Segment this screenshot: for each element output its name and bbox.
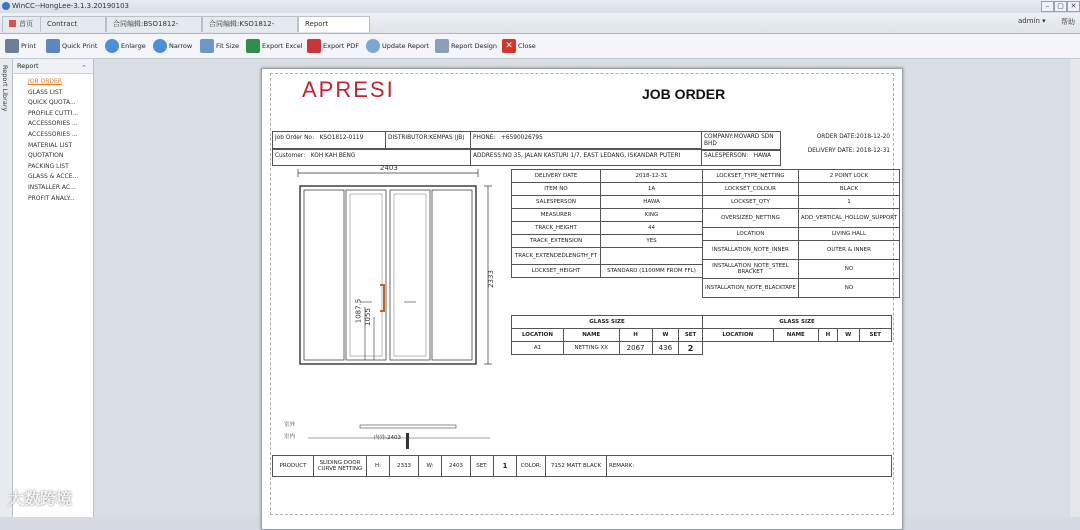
- table-row: [512, 209, 703, 222]
- table-row: [703, 316, 892, 329]
- restore-button[interactable]: ▢: [1054, 1, 1067, 12]
- field-label: SALESPERSON: [512, 196, 601, 209]
- column-header: W: [652, 329, 679, 342]
- tab-label: 合同编辑:BSO1812-: [113, 20, 179, 28]
- field-value: OUTER & INNER: [798, 241, 899, 260]
- report-item[interactable]: MATERIAL LIST: [28, 141, 73, 149]
- height-dimension-1: 1087.5: [354, 298, 363, 324]
- table-row: [512, 196, 703, 209]
- user-menu[interactable]: admin ▾: [1018, 17, 1046, 25]
- field-label: INSTALLATION_NOTE_STEEL BRACKET: [703, 260, 799, 279]
- inside-label: 室内: [284, 434, 296, 440]
- report-item[interactable]: QUICK QUOTA...: [28, 99, 76, 107]
- tab-label: Contract: [47, 20, 78, 28]
- report-item[interactable]: PACKING LIST: [28, 162, 69, 170]
- tab-label: 合同编辑:KSO1812-: [209, 20, 275, 28]
- bottom-dimension: 内外-2403: [374, 435, 401, 441]
- set-value: 1: [494, 456, 517, 477]
- set-label: SET:: [471, 456, 494, 477]
- close-window-button[interactable]: ✕: [1067, 1, 1080, 12]
- excel-icon: [246, 39, 260, 53]
- product-label: PRODUCT: [273, 456, 314, 477]
- report-design-label: Report Design: [451, 42, 498, 50]
- table-row: [703, 329, 892, 342]
- remark-label: REMARK:: [607, 456, 892, 477]
- table-row: [273, 456, 892, 477]
- field-value: NO: [798, 279, 899, 298]
- field-label: MEASURER: [512, 209, 601, 222]
- table-row: [512, 183, 703, 196]
- tab-report-printing[interactable]: [298, 16, 370, 32]
- report-item[interactable]: PROFIT ANALY...: [28, 194, 75, 202]
- help-link[interactable]: 帮助: [1061, 18, 1075, 26]
- door-panel: [390, 190, 430, 360]
- report-toolbar: [0, 34, 1080, 59]
- update-report-label: Update Report: [382, 42, 430, 50]
- column-header: LOCATION: [703, 329, 774, 342]
- company: COMPANY:MOVARD SDN BHD: [701, 131, 781, 151]
- quick-print-button[interactable]: [46, 38, 97, 54]
- report-preview-area[interactable]: [94, 59, 1080, 517]
- column-header: W: [837, 329, 859, 342]
- column-header: SET: [859, 329, 891, 342]
- door-panel: [304, 190, 344, 360]
- window-titlebar: [0, 0, 1080, 14]
- table-row: [703, 241, 900, 260]
- fit-size-icon: [200, 39, 214, 53]
- phone: PHONE： +6590026795: [470, 131, 702, 149]
- report-item[interactable]: PROFILE CUTTI...: [28, 109, 79, 117]
- tab-home[interactable]: [2, 16, 42, 32]
- column-header: H: [818, 329, 837, 342]
- enlarge-button[interactable]: [105, 38, 146, 54]
- zoom-in-icon: [105, 39, 119, 53]
- track-outline: [360, 425, 456, 428]
- pdf-icon: [307, 39, 321, 53]
- report-panel-title: Report: [17, 62, 39, 70]
- app-icon: [2, 2, 10, 10]
- address: ADDRESS:NO 35, JALAN KASTURI 1/7, EAST LEDANG, ISKANDAR PUTERI: [470, 149, 702, 166]
- field-label: LOCKSET_COLOUR: [703, 183, 799, 196]
- field-value: 44: [601, 222, 703, 235]
- report-item[interactable]: QUOTATION: [28, 152, 64, 160]
- report-item[interactable]: ACCESSORIES ...: [28, 130, 78, 138]
- fit-size-button[interactable]: [200, 38, 239, 54]
- door-drawing: [290, 167, 500, 467]
- field-value: 1A: [601, 183, 703, 196]
- quick-print-icon: [46, 39, 60, 53]
- field-label: TRACK_HEIGHT: [512, 222, 601, 235]
- report-item[interactable]: GLASS & ACCE...: [28, 173, 79, 181]
- glass-size-table-right: [702, 315, 892, 342]
- job-order-no: Job Order No： KSO1812-0119: [272, 131, 386, 149]
- glass-name: NETTING XX: [563, 342, 619, 355]
- delivery-date: DELIVERY DATE: 2018-12-31: [807, 148, 890, 154]
- report-item[interactable]: GLASS LIST: [28, 88, 63, 96]
- field-label: INSTALLATION_NOTE_BLACKTAPE: [703, 279, 799, 298]
- field-label: TRACK_EXTENDEDLENGTH_FT: [512, 248, 601, 265]
- design-icon: [435, 39, 449, 53]
- distributor: DISTRIBUTOR:KEMPAS (JB): [385, 131, 471, 149]
- field-label: LOCKSET_HEIGHT: [512, 265, 601, 278]
- print-label: Print: [21, 42, 36, 50]
- table-row: [512, 222, 703, 235]
- glass-size-title: GLASS SIZE: [703, 316, 892, 329]
- color-value: 7152 MATT BLACK: [546, 456, 607, 477]
- report-design-button[interactable]: [435, 38, 497, 54]
- field-value: KING: [601, 209, 703, 222]
- report-item[interactable]: ACCESSORIES ...: [28, 120, 78, 128]
- tab-label: 首页: [19, 20, 33, 28]
- field-value: HAWA: [601, 196, 703, 209]
- table-row: [512, 170, 703, 183]
- table-row: [512, 235, 703, 248]
- table-row: [512, 329, 703, 342]
- field-value: BLACK: [798, 183, 899, 196]
- glass-width: 436: [652, 342, 679, 355]
- export-pdf-label: Export PDF: [323, 42, 360, 50]
- field-value: LIVING HALL: [798, 228, 899, 241]
- close-report-button[interactable]: [502, 38, 536, 54]
- field-label: DELIVERY DATE: [512, 170, 601, 183]
- color-label: COLOR:: [517, 456, 546, 477]
- glass-height: 2067: [619, 342, 652, 355]
- height-label: H:: [367, 456, 390, 477]
- product-summary-table: [272, 455, 892, 477]
- table-row: [703, 196, 900, 209]
- enlarge-label: Enlarge: [121, 42, 146, 50]
- field-value: ADD_VERTICAL_HOLLOW_SUPPORT: [798, 209, 899, 228]
- glass-location: A1: [512, 342, 564, 355]
- tab-contract-kso[interactable]: [202, 16, 298, 32]
- update-report-button[interactable]: [366, 38, 429, 54]
- details-table-left: [511, 169, 703, 278]
- refresh-icon: [366, 39, 380, 53]
- field-value: STANDARD (1100MM FROM FFL): [601, 265, 703, 278]
- column-header: NAME: [563, 329, 619, 342]
- field-value: YES: [601, 235, 703, 248]
- narrow-label: Narrow: [169, 42, 193, 50]
- column-header: H: [619, 329, 652, 342]
- report-page: [261, 68, 903, 530]
- export-excel-label: Export Excel: [262, 42, 303, 50]
- column-header: SET: [679, 329, 703, 342]
- height-dimension-2: 1055: [363, 308, 372, 326]
- close-label: Close: [518, 42, 536, 50]
- report-item-job-order[interactable]: JOB ORDER: [28, 78, 62, 85]
- field-label: TRACK_EXTENSION: [512, 235, 601, 248]
- printer-icon: [5, 39, 19, 53]
- field-value: 2018-12-31: [601, 170, 703, 183]
- door-panel: [432, 190, 472, 360]
- report-library-label: Report Library: [1, 65, 9, 112]
- table-row: [512, 316, 703, 329]
- tab-contract-mgmt[interactable]: [40, 16, 106, 32]
- field-label: OVERSIZED_NETTING: [703, 209, 799, 228]
- door-frame: [300, 186, 476, 364]
- table-row: [703, 260, 900, 279]
- customer: Customer： KOH KAH BENG: [272, 149, 471, 166]
- table-row: [703, 170, 900, 183]
- height-value: 2333: [390, 456, 419, 477]
- vertical-scrollbar[interactable]: [1070, 59, 1080, 517]
- table-row: [512, 248, 703, 265]
- export-pdf-button[interactable]: [307, 38, 359, 54]
- user-name: admin: [1018, 17, 1040, 25]
- tab-label: Report: [305, 20, 329, 28]
- report-list-panel: [13, 59, 94, 517]
- report-item[interactable]: INSTALLER AC...: [28, 183, 76, 191]
- field-value: 2 POINT LOCK: [798, 170, 899, 183]
- track-marker: [406, 433, 409, 449]
- order-date: ORDER DATE:2018-12-20: [816, 134, 890, 140]
- field-label: LOCKSET_QTY: [703, 196, 799, 209]
- glass-size-table-left: [511, 315, 703, 355]
- field-label: LOCATION: [703, 228, 799, 241]
- collapse-icon[interactable]: ⌃: [81, 64, 87, 72]
- right-dimension: 2333: [486, 270, 495, 288]
- window-title: WinCC--HongLee-3.1.3.20190103: [12, 2, 129, 10]
- table-row: [703, 228, 900, 241]
- document-title: JOB ORDER: [642, 86, 726, 102]
- export-excel-button[interactable]: [246, 38, 303, 54]
- minimize-button[interactable]: –: [1041, 1, 1054, 12]
- table-row: [703, 209, 900, 228]
- tab-contract-bso[interactable]: [106, 16, 202, 32]
- report-list: [13, 74, 93, 204]
- glass-set: 2: [679, 342, 703, 355]
- product-value: SLIDING DOOR CURVE NETTING: [314, 456, 367, 477]
- field-label: ITEM NO: [512, 183, 601, 196]
- column-header: LOCATION: [512, 329, 564, 342]
- width-label: W:: [419, 456, 442, 477]
- company-logo: APRESI: [302, 77, 395, 102]
- tab-bar: [0, 13, 1080, 34]
- glass-size-title: GLASS SIZE: [512, 316, 703, 329]
- outside-label: 室外: [284, 422, 296, 428]
- report-panel-header: [13, 59, 93, 74]
- salesperson: SALESPERSON： HAWA: [701, 149, 781, 166]
- watermark: 大数跨境: [8, 489, 73, 508]
- table-row: [512, 265, 703, 278]
- print-button[interactable]: [5, 38, 36, 54]
- zoom-out-icon: [153, 39, 167, 53]
- details-table-right: [702, 169, 900, 298]
- door-panel: [346, 190, 386, 360]
- report-library-strip[interactable]: [0, 59, 13, 517]
- narrow-button[interactable]: [153, 38, 192, 54]
- close-icon: ✕: [502, 39, 516, 53]
- field-label: INSTALLATION_NOTE_INNER: [703, 241, 799, 260]
- table-row: [703, 183, 900, 196]
- quick-print-label: Quick Print: [62, 42, 98, 50]
- field-value: NO: [798, 260, 899, 279]
- table-row: [703, 279, 900, 298]
- field-value: [601, 248, 703, 265]
- field-value: 1: [798, 196, 899, 209]
- top-dimension: 2403: [380, 164, 398, 172]
- width-value: 2403: [442, 456, 471, 477]
- table-row: [512, 342, 703, 355]
- fit-size-label: Fit Size: [216, 42, 240, 50]
- column-header: NAME: [773, 329, 818, 342]
- field-label: LOCKSET_TYPE_NETTING: [703, 170, 799, 183]
- home-icon: [9, 20, 16, 27]
